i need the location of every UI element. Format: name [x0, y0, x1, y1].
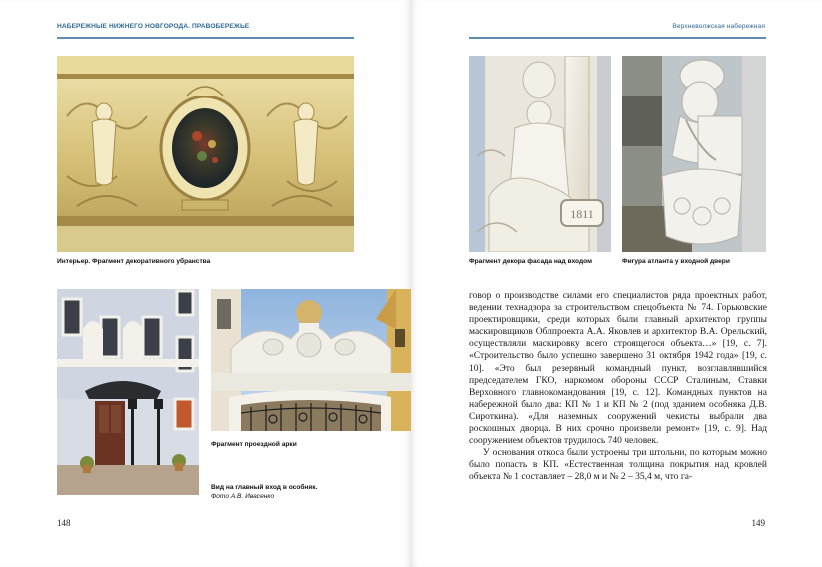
header-rule-left — [57, 37, 354, 39]
paragraph: говор о производстве силами его специалистов ряда проектных работ, ведении технадзора за строительством спецобъекта № 74. Горьковские проектировщики, среди которых были главный архитектор группы маскировщиков Облпроекта А.А. Яковлев и архитектор В.А. Орельский, осуществляли маскировку всего строящегося объекта…» [19, с. 7]. «Строительство было успешно завершено 31 октября 1942 года» [19, с. 10]. «Это был резервный командный пункт, возглавлявшийся председателем ГКО, наркомом обороны СССР Сталиным, Ставки Верховного главнокомандования [19, с. 12]. Командных пунктов на набережной было два: КП № 1 и КП № 2 (под зданием особняка Д.В. Сироткина). «Для наземных сооружений чекисты выбрали два роскошных дворца. В них срочно произвели ремонт» [19, с. 9]. Над сооружением объектов трудилось 740 человек. — [469, 291, 767, 447]
svg-text:1811: 1811 — [570, 207, 594, 221]
atlas-photo — [622, 56, 766, 252]
right-page — [411, 0, 822, 567]
facade-decor-photo — [469, 56, 611, 252]
header-rule-right — [469, 37, 766, 39]
running-head-left: НАБЕРЕЖНЫЕ НИЖНЕГО НОВГОРОДА. ПРАВОБЕРЕЖЬЕ — [57, 23, 250, 30]
caption-entrance-credit: Фото А.В. Ивасенко — [211, 493, 275, 500]
paragraph: У основания откоса были устроены три штольни, по которым можно было попасть в КП. «Естественная толщина покрытия над кровлей объекта № 1 составляет – 28,0 м и № 2 – 35,4 м, что га- — [469, 448, 767, 483]
caption-interior: Интерьер. Фрагмент декоративного убранства — [57, 258, 211, 265]
interior-photo — [57, 56, 354, 252]
caption-entrance: Вид на главный вход в особняк. — [211, 484, 318, 491]
caption-atlas: Фигура атланта у входной двери — [622, 258, 730, 265]
caption-arch: Фрагмент проездной арки — [211, 441, 297, 448]
page-number-left: 148 — [57, 518, 71, 528]
entrance-photo — [57, 289, 199, 495]
main-text — [469, 290, 767, 484]
running-head-right: Верхневолжская набережная — [672, 23, 765, 30]
page-number-right: 149 — [751, 518, 765, 528]
caption-facade: Фрагмент декора фасада над входом — [469, 258, 592, 265]
arch-photo — [211, 289, 411, 431]
